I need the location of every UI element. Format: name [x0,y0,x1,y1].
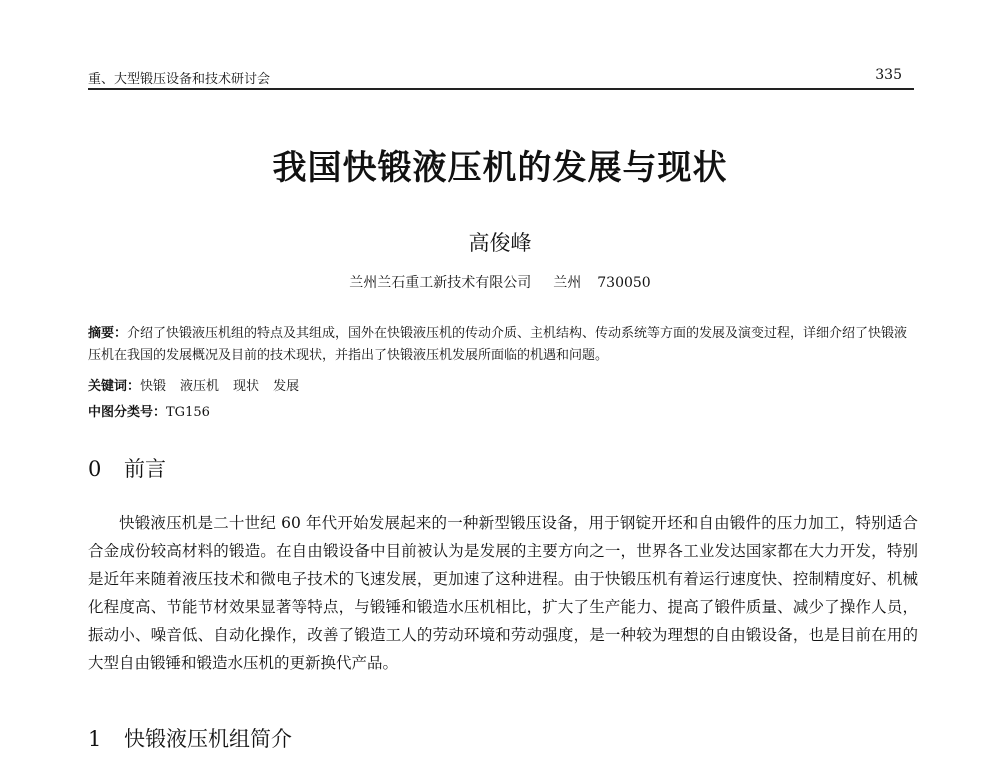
abstract [88,323,918,367]
section-title: 前言 [124,457,166,481]
section-heading-overview [88,723,292,753]
page-number: 335 [875,67,902,83]
affiliation [0,272,1000,292]
author-name: 高俊峰 [468,231,532,255]
keywords-label: 关键词： [88,379,141,394]
abstract-text: 介绍了快锻液压机组的特点及其组成，国外在快锻液压机的传动介质、主机结构、传动系统等方面的发展及演变过程，详细介绍了快锻液压机在我国的发展概况及目前的技术现状，并指出了快锻液压机发展所面临的机遇和问题。 [88,326,908,363]
section-number: 1 [88,727,102,751]
keyword: 发展 [273,379,300,394]
abstract-label: 摘要： [88,326,128,341]
classification-number [88,402,918,424]
keyword: 现状 [233,379,260,394]
running-header [88,66,914,90]
keyword: 快锻 [140,379,167,394]
classification-label: 中图分类号： [88,405,167,420]
paper-title: 我国快锻液压机的发展与现状 [272,148,728,188]
body-paragraph: 快锻液压机是二十世纪 60 年代开始发展起来的一种新型锻压设备，用于钢锭开坯和自由锻件的压力加工，特别适合合金成份较高材料的锻造。在自由锻设备中目前被认为是发展的主要方向之一，世界各工业发达国家都在大力开发，特别是近年来随着液压技术和微电子技术的飞速发展，更加速了这种进程。由于快锻压机有着运行速度快、控制精度好、机械化程度高、节能节材效果显著等特点，与锻锤和锻造水压机相比，扩大了生产能力、提高了锻件质量、减少了操作人员，振动小、噪音低、自动化操作，改善了锻造工人的劳动环境和劳动强度，是一种较为理想的自由锻设备，也是目前在用的大型自由锻锤和锻造水压机的更新换代产品。 [88,514,918,672]
affiliation-organization: 兰州兰石重工新技术有限公司 [349,275,532,291]
affiliation-postcode: 730050 [597,275,651,291]
section-title: 快锻液压机组简介 [124,727,292,751]
conference-name: 重、大型锻压设备和技术研讨会 [88,72,271,87]
section-number: 0 [88,457,102,481]
classification-code: TG156 [166,405,210,420]
section-heading-preface [88,453,166,483]
keywords [88,376,918,398]
affiliation-city: 兰州 [553,275,582,291]
keyword: 液压机 [180,379,220,394]
